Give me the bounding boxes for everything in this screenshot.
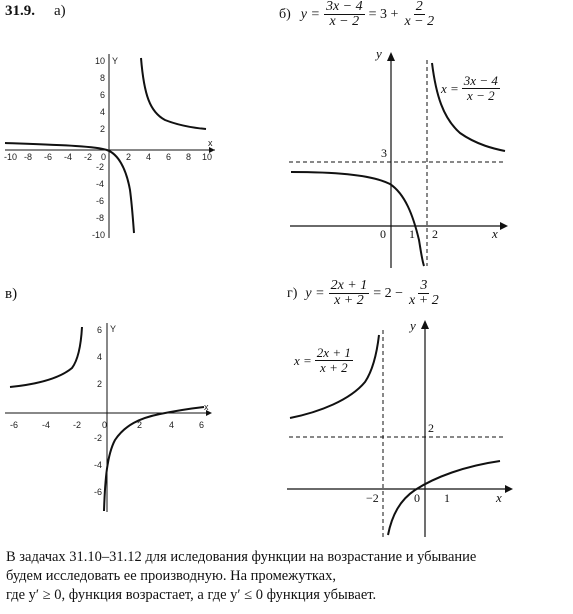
graph-v-y-tick: -6 [94,487,103,497]
graph-v-y-tick: 4 [97,352,103,362]
graph-g-x-arrow [505,485,513,493]
graph-g-y-label: y [410,318,416,333]
graph-a-y-tick: -4 [96,179,105,189]
note-line: где y′ ≥ 0, функция возрастает, а где y′ ≤ 0 функция убывает. [6,587,377,603]
graph-b-curve-label-den: x − 2 [467,88,495,103]
graph-g-tick-2: 2 [428,421,434,435]
graph-a-y-tick: 4 [100,107,106,117]
graph-a-y-tick: -8 [96,213,105,223]
graph-g-curve-label [294,346,355,375]
graph-a-y-tick: -10 [92,230,106,240]
note-line: будем исследовать ее производную. На промежутках, [6,568,336,584]
graph-g-x-label: x [496,490,502,505]
note-line: В задачах 31.10–31.12 для иследования функции на возрастание и убывание [6,549,477,565]
graph-a-x-tick: 0 [101,152,107,162]
graph-a-x-tick: 6 [166,152,172,162]
graph-g-curve-label-den: x + 2 [320,360,348,375]
graph-v-x-tick: -2 [73,420,82,430]
graph-a-y-tick: 10 [95,56,106,66]
graph-b-tick-3: 3 [381,146,387,160]
graph-a-x-tick: -8 [24,152,33,162]
part-g-lhs: y = [305,285,325,301]
graph-v-x-tick: -6 [10,420,19,430]
part-g-frac1-den: x + 2 [334,293,364,308]
graph-a-y-tick: -6 [96,196,105,206]
graph-g-tick-0: 0 [414,491,420,505]
graph-v-x-tick: 4 [169,420,175,430]
graph-a-y-tick: 2 [100,124,106,134]
part-b-label: б) [279,6,291,22]
graph-a-x-tick: -2 [84,152,93,162]
graph-b-tick-0: 0 [380,227,386,241]
graph-v-x-tick: -4 [42,420,51,430]
graph-g-tick-1: 1 [444,491,450,505]
graph-v-x-label: x [204,402,209,412]
part-g-frac1-num: 2x + 1 [330,278,368,293]
part-g-frac2-den: x + 2 [409,293,439,308]
part-g-mid: = 2 − [373,285,404,301]
graph-v-y-tick: -4 [94,460,103,470]
graph-a-x-label: x [208,138,213,148]
part-g-label: г) [287,285,298,301]
part-b-frac2-num: 2 [415,0,423,14]
graph-v-x-tick: 6 [199,420,205,430]
part-b-frac1-den: x − 2 [329,14,360,29]
part-b-mid: = 3 + [368,6,399,22]
graph-b-x-label: x [492,226,498,241]
graph-g-y-arrow [421,320,429,329]
graph-b-y-label: y [376,46,382,61]
graph-v-x-tick: 0 [102,420,108,430]
part-b-frac1-num: 3x − 4 [325,0,363,14]
graph-a-y-tick: -2 [96,162,105,172]
graph-a-y-tick: 6 [100,90,106,100]
part-b-frac2-den: x − 2 [404,14,435,29]
graph-a-x-tick: 2 [126,152,132,162]
graph-v-y-label: Y [110,324,117,334]
graph-v-y-tick: 2 [97,379,103,389]
graph-g-tick-m2: −2 [366,491,379,505]
graph-a-y-tick: 8 [100,73,106,83]
graph-b-tick-2: 2 [432,227,438,241]
graph-a-x-tick: 8 [186,152,192,162]
note-paragraph [6,548,571,605]
graph-v-y-tick: 6 [97,325,103,335]
graph-a-x-tick: -10 [4,152,18,162]
graph-a-x-tick: 4 [146,152,152,162]
graph-v-y-tick: -2 [94,433,103,443]
part-a-label: а) [54,3,66,19]
problem-number: 31.9. [5,3,35,19]
graph-g-curve-label-num: 2x + 1 [316,345,351,360]
part-g-frac2-num: 3 [420,278,428,293]
part-b-lhs: y = [300,6,320,22]
graph-b-curve-label-prefix: x = [441,80,459,96]
graph-g-curve-label-prefix: x = [294,352,312,368]
graph-v-x-tick: 2 [137,420,143,430]
part-v-label: в) [5,286,18,302]
graph-b-tick-1: 1 [409,227,415,241]
graph-a-x-tick: 10 [202,152,213,162]
graph-b-curve-label-num: 3x − 4 [463,73,498,88]
graph-g-curve-label-frac [315,346,353,375]
graph-a-x-tick: -6 [44,152,53,162]
graph-a-x-tick: -4 [64,152,73,162]
graph-a-y-label: Y [112,56,119,66]
